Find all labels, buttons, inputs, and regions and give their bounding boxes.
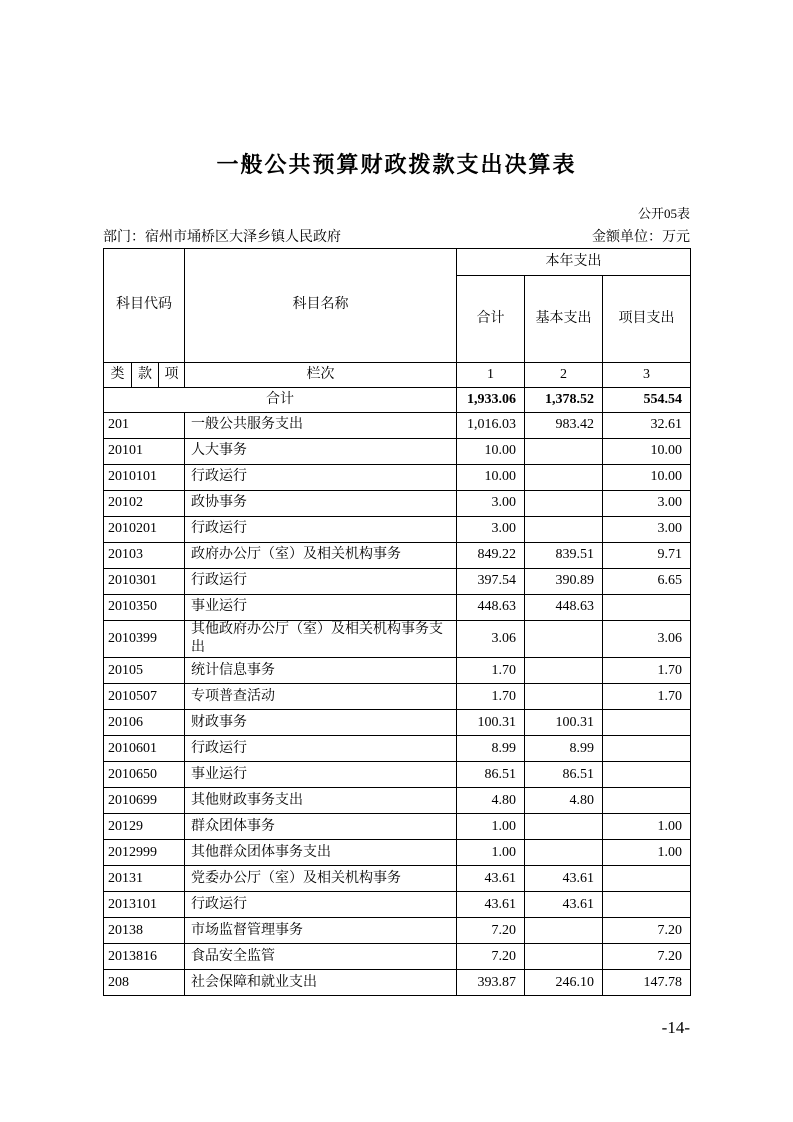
cell-basic [525, 621, 603, 658]
cell-total: 1.00 [457, 840, 525, 866]
cell-total: 397.54 [457, 569, 525, 595]
page-title: 一般公共预算财政拨款支出决算表 [216, 152, 577, 177]
cell-project: 1.00 [603, 840, 691, 866]
cell-basic: 839.51 [525, 543, 603, 569]
table-row [104, 621, 691, 658]
cell-project [603, 595, 691, 621]
table-row [104, 918, 691, 944]
cell-name: 行政运行 [185, 892, 457, 918]
cell-basic: 86.51 [525, 762, 603, 788]
cell-project: 1.70 [603, 684, 691, 710]
table-row [104, 684, 691, 710]
cell-name: 统计信息事务 [185, 658, 457, 684]
cell-basic [525, 465, 603, 491]
cell-project: 6.65 [603, 569, 691, 595]
total-row-label: 合计 [104, 388, 457, 413]
cell-project: 3.00 [603, 517, 691, 543]
header-row-1 [104, 249, 691, 276]
cell-code: 201 [104, 413, 185, 439]
table-row [104, 569, 691, 595]
cell-code: 20106 [104, 710, 185, 736]
header-subject-code: 科目代码 [104, 249, 185, 363]
cell-name: 党委办公厅（室）及相关机构事务 [185, 866, 457, 892]
cell-basic: 983.42 [525, 413, 603, 439]
cell-code: 20103 [104, 543, 185, 569]
table-row [104, 866, 691, 892]
cell-code: 20129 [104, 814, 185, 840]
page-number: -14- [661, 1018, 690, 1038]
cell-basic [525, 918, 603, 944]
cell-basic [525, 840, 603, 866]
table-row [104, 788, 691, 814]
budget-table [103, 248, 691, 996]
cell-basic: 390.89 [525, 569, 603, 595]
cell-total: 1.70 [457, 658, 525, 684]
cell-code: 208 [104, 970, 185, 996]
cell-code: 2010601 [104, 736, 185, 762]
total-row-project: 554.54 [603, 388, 691, 413]
cell-code: 2010201 [104, 517, 185, 543]
total-row-total: 1,933.06 [457, 388, 525, 413]
cell-code: 20105 [104, 658, 185, 684]
cell-basic [525, 684, 603, 710]
cell-code: 20101 [104, 439, 185, 465]
table-row [104, 814, 691, 840]
table-row [104, 543, 691, 569]
cell-code: 2013816 [104, 944, 185, 970]
cell-project: 147.78 [603, 970, 691, 996]
cell-code: 2010301 [104, 569, 185, 595]
cell-total: 10.00 [457, 465, 525, 491]
cell-name: 行政运行 [185, 517, 457, 543]
cell-project: 7.20 [603, 918, 691, 944]
table-row [104, 736, 691, 762]
cell-total: 4.80 [457, 788, 525, 814]
header-row-3 [104, 363, 691, 388]
table-row [104, 944, 691, 970]
table-row [104, 658, 691, 684]
cell-name: 其他财政事务支出 [185, 788, 457, 814]
cell-project: 3.00 [603, 491, 691, 517]
header-year-expenditure: 本年支出 [457, 249, 691, 276]
total-row [104, 388, 691, 413]
cell-total: 100.31 [457, 710, 525, 736]
cell-total: 1.00 [457, 814, 525, 840]
cell-name: 事业运行 [185, 762, 457, 788]
cell-total: 3.00 [457, 491, 525, 517]
cell-name: 社会保障和就业支出 [185, 970, 457, 996]
header-col-total: 合计 [457, 276, 525, 363]
cell-project: 9.71 [603, 543, 691, 569]
cell-name: 行政运行 [185, 569, 457, 595]
table-row [104, 970, 691, 996]
table-row [104, 517, 691, 543]
cell-project [603, 710, 691, 736]
cell-project: 1.00 [603, 814, 691, 840]
table-row [104, 840, 691, 866]
cell-basic: 4.80 [525, 788, 603, 814]
cell-total: 849.22 [457, 543, 525, 569]
cell-name: 财政事务 [185, 710, 457, 736]
cell-total: 7.20 [457, 944, 525, 970]
cell-name: 其他群众团体事务支出 [185, 840, 457, 866]
cell-project: 1.70 [603, 658, 691, 684]
cell-code: 2012999 [104, 840, 185, 866]
cell-name: 政协事务 [185, 491, 457, 517]
cell-project [603, 736, 691, 762]
cell-basic [525, 517, 603, 543]
cell-name: 事业运行 [185, 595, 457, 621]
department-label: 部门：宿州市埇桥区大泽乡镇人民政府 [103, 230, 341, 245]
table-code-label: 公开05表 [637, 206, 690, 221]
cell-basic: 100.31 [525, 710, 603, 736]
cell-name: 专项普查活动 [185, 684, 457, 710]
meta-row [103, 226, 690, 246]
cell-basic [525, 439, 603, 465]
table-row [104, 762, 691, 788]
cell-project: 10.00 [603, 465, 691, 491]
document-page [103, 0, 690, 1038]
cell-total: 10.00 [457, 439, 525, 465]
header-index-2: 2 [525, 363, 603, 388]
table-body [104, 413, 691, 996]
cell-project [603, 892, 691, 918]
cell-total: 86.51 [457, 762, 525, 788]
cell-code: 2013101 [104, 892, 185, 918]
cell-name: 行政运行 [185, 465, 457, 491]
cell-code: 2010650 [104, 762, 185, 788]
cell-project: 10.00 [603, 439, 691, 465]
cell-project [603, 788, 691, 814]
cell-project: 32.61 [603, 413, 691, 439]
cell-basic: 448.63 [525, 595, 603, 621]
cell-total: 448.63 [457, 595, 525, 621]
total-row-basic: 1,378.52 [525, 388, 603, 413]
header-index-3: 3 [603, 363, 691, 388]
cell-total: 43.61 [457, 866, 525, 892]
header-lanci: 栏次 [185, 363, 457, 388]
table-row [104, 413, 691, 439]
table-row [104, 465, 691, 491]
header-sub-lei: 类 [104, 363, 132, 388]
table-row [104, 491, 691, 517]
cell-code: 2010699 [104, 788, 185, 814]
header-index-1: 1 [457, 363, 525, 388]
cell-name: 群众团体事务 [185, 814, 457, 840]
cell-total: 1.70 [457, 684, 525, 710]
cell-total: 3.00 [457, 517, 525, 543]
cell-project [603, 762, 691, 788]
cell-total: 1,016.03 [457, 413, 525, 439]
cell-code: 20102 [104, 491, 185, 517]
cell-basic: 43.61 [525, 866, 603, 892]
cell-name: 人大事务 [185, 439, 457, 465]
cell-basic [525, 658, 603, 684]
cell-project: 7.20 [603, 944, 691, 970]
cell-code: 20138 [104, 918, 185, 944]
table-row [104, 710, 691, 736]
cell-code: 2010507 [104, 684, 185, 710]
header-sub-kuan: 款 [132, 363, 159, 388]
unit-label: 金额单位：万元 [592, 230, 690, 245]
cell-name: 政府办公厅（室）及相关机构事务 [185, 543, 457, 569]
cell-name: 其他政府办公厅（室）及相关机构事务支出 [185, 621, 457, 658]
cell-basic [525, 491, 603, 517]
header-col-project: 项目支出 [603, 276, 691, 363]
header-sub-xiang: 项 [159, 363, 185, 388]
cell-basic: 43.61 [525, 892, 603, 918]
cell-name: 行政运行 [185, 736, 457, 762]
header-subject-name: 科目名称 [185, 249, 457, 363]
cell-total: 393.87 [457, 970, 525, 996]
cell-code: 2010101 [104, 465, 185, 491]
cell-project [603, 866, 691, 892]
cell-basic [525, 814, 603, 840]
cell-code: 2010399 [104, 621, 185, 658]
cell-name: 一般公共服务支出 [185, 413, 457, 439]
cell-total: 3.06 [457, 621, 525, 658]
cell-total: 7.20 [457, 918, 525, 944]
cell-code: 2010350 [104, 595, 185, 621]
cell-project: 3.06 [603, 621, 691, 658]
cell-basic: 246.10 [525, 970, 603, 996]
header-col-basic: 基本支出 [525, 276, 603, 363]
table-row [104, 595, 691, 621]
table-row [104, 439, 691, 465]
cell-name: 食品安全监管 [185, 944, 457, 970]
cell-name: 市场监督管理事务 [185, 918, 457, 944]
cell-total: 8.99 [457, 736, 525, 762]
table-row [104, 892, 691, 918]
cell-basic: 8.99 [525, 736, 603, 762]
cell-basic [525, 944, 603, 970]
cell-code: 20131 [104, 866, 185, 892]
cell-total: 43.61 [457, 892, 525, 918]
